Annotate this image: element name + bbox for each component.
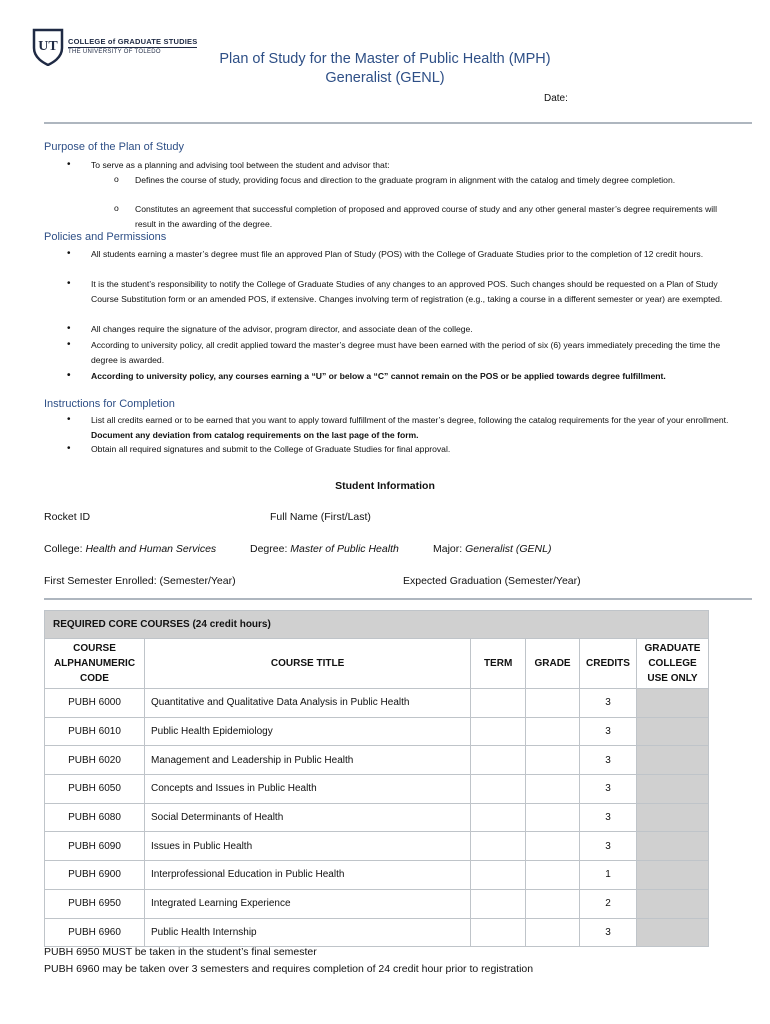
first-semester-label: First Semester Enrolled: (Semester/Year): [44, 575, 236, 587]
course-code: PUBH 6020: [45, 746, 145, 775]
course-code: PUBH 6090: [45, 832, 145, 861]
table-row: [45, 832, 709, 861]
instruction-1-bold: Document any deviation from catalog requirements on the last page of the form.: [91, 429, 419, 440]
credits-cell: 3: [580, 775, 637, 804]
grade-cell[interactable]: [526, 889, 580, 918]
credits-cell: 3: [580, 746, 637, 775]
graduate-use-cell: [636, 832, 708, 861]
policy-bullet-4: • According to university policy, all credit applied toward the master’s degree must have been earned with the period of six (6) years immediately preceding the time the degree is awarded.: [91, 338, 731, 367]
table-row: [45, 889, 709, 918]
full-name-label: Full Name (First/Last): [270, 511, 371, 523]
purpose-heading: Purpose of the Plan of Study: [44, 141, 185, 153]
section-title: REQUIRED CORE COURSES (24 credit hours): [45, 611, 709, 639]
col-header-code: COURSE ALPHANUMERIC CODE: [45, 639, 145, 689]
purpose-bullet: • To serve as a planning and advising tool between the student and advisor that:: [91, 158, 731, 173]
term-cell[interactable]: [471, 746, 526, 775]
table-row: [45, 861, 709, 890]
purpose-sub-2: o Constitutes an agreement that successful completion of proposed and approved course of study and any other general master’s degree requirements will result in the awarding of the degree.: [135, 202, 731, 231]
student-info-divider: [44, 598, 752, 600]
col-header-graduate-use: GRADUATE COLLEGE USE ONLY: [636, 639, 708, 689]
table-column-headers: [45, 639, 709, 689]
credits-cell: 3: [580, 689, 637, 718]
course-code: PUBH 6010: [45, 717, 145, 746]
course-title: Public Health Internship: [144, 918, 470, 947]
degree-value: Master of Public Health: [290, 543, 399, 555]
course-code: PUBH 6000: [45, 689, 145, 718]
major-label: Major:: [433, 543, 463, 555]
instruction-bullet-2: • Obtain all required signatures and submit to the College of Graduate Studies for final approval.: [91, 442, 731, 457]
col-header-term: TERM: [471, 639, 526, 689]
graduate-use-cell: [636, 889, 708, 918]
graduate-use-cell: [636, 689, 708, 718]
course-code: PUBH 6050: [45, 775, 145, 804]
table-row: [45, 803, 709, 832]
major-field: [433, 543, 551, 555]
term-cell[interactable]: [471, 689, 526, 718]
grade-cell[interactable]: [526, 717, 580, 746]
logo-monogram: UT: [38, 39, 58, 54]
grade-cell[interactable]: [526, 803, 580, 832]
policy-bullet-5: • According to university policy, any courses earning a “U” or below a “C” cannot remain on the POS or be applied towards degree fulfillment.: [91, 369, 731, 384]
credits-cell: 3: [580, 717, 637, 746]
credits-cell: 3: [580, 832, 637, 861]
table-row: [45, 689, 709, 718]
purpose-sub-1: o Defines the course of study, providing focus and direction to the graduate program in alignment with the catalog and timely degree completion.: [135, 173, 731, 188]
grade-cell[interactable]: [526, 918, 580, 947]
table-row: [45, 918, 709, 947]
graduate-use-cell: [636, 775, 708, 804]
graduate-use-cell: [636, 803, 708, 832]
grade-cell[interactable]: [526, 832, 580, 861]
credits-cell: 3: [580, 803, 637, 832]
college-label: College:: [44, 543, 83, 555]
course-code: PUBH 6080: [45, 803, 145, 832]
term-cell[interactable]: [471, 775, 526, 804]
credits-cell: 1: [580, 861, 637, 890]
table-section-header: [45, 611, 709, 639]
expected-graduation-label: Expected Graduation (Semester/Year): [403, 575, 581, 587]
course-title: Quantitative and Qualitative Data Analysis in Public Health: [144, 689, 470, 718]
page-title: [0, 50, 770, 88]
note-1: PUBH 6950 MUST be taken in the student’s final semester: [44, 946, 317, 958]
course-title: Management and Leadership in Public Health: [144, 746, 470, 775]
major-value: Generalist (GENL): [465, 543, 552, 555]
course-title: Interprofessional Education in Public Health: [144, 861, 470, 890]
course-title: Concepts and Issues in Public Health: [144, 775, 470, 804]
instruction-bullet-1: [91, 413, 731, 442]
degree-field: [250, 543, 399, 555]
course-title: Integrated Learning Experience: [144, 889, 470, 918]
term-cell[interactable]: [471, 889, 526, 918]
date-label: Date:: [544, 93, 568, 104]
policy-bullet-2: • It is the student’s responsibility to notify the College of Graduate Studies of any changes to an approved POS. Such changes should be requested on a Plan of Study Course Substitution form or an amended POS, if extensive. Changes involving term of registration (e.g., taking a course in a different semester or year) are exempted.: [91, 277, 731, 306]
policy-bullet-3: • All changes require the signature of the advisor, program director, and associate dean of the college.: [91, 322, 731, 337]
col-header-grade: GRADE: [526, 639, 580, 689]
grade-cell[interactable]: [526, 746, 580, 775]
graduate-use-cell: [636, 746, 708, 775]
col-header-credits: CREDITS: [580, 639, 637, 689]
grade-cell[interactable]: [526, 861, 580, 890]
logo-line-2: THE UNIVERSITY OF TOLEDO: [68, 47, 197, 55]
term-cell[interactable]: [471, 918, 526, 947]
header-divider: [44, 122, 752, 124]
table-row: [45, 717, 709, 746]
credits-cell: 2: [580, 889, 637, 918]
term-cell[interactable]: [471, 861, 526, 890]
title-line-1: Plan of Study for the Master of Public Health (MPH): [219, 51, 551, 67]
credits-cell: 3: [580, 918, 637, 947]
course-code: PUBH 6900: [45, 861, 145, 890]
college-field: [44, 543, 216, 555]
course-code: PUBH 6950: [45, 889, 145, 918]
course-title: Issues in Public Health: [144, 832, 470, 861]
graduate-use-cell: [636, 918, 708, 947]
note-2: PUBH 6960 may be taken over 3 semesters and requires completion of 24 credit hour prior to registration: [44, 963, 534, 975]
policy-bullet-1: • All students earning a master’s degree must file an approved Plan of Study (POS) with the College of Graduate Studies prior to the completion of 12 credit hours.: [91, 247, 731, 262]
col-header-title: COURSE TITLE: [144, 639, 470, 689]
course-code: PUBH 6960: [45, 918, 145, 947]
instructions-heading: Instructions for Completion: [44, 398, 175, 410]
grade-cell[interactable]: [526, 775, 580, 804]
term-cell[interactable]: [471, 832, 526, 861]
graduate-use-cell: [636, 861, 708, 890]
term-cell[interactable]: [471, 717, 526, 746]
course-title: Social Determinants of Health: [144, 803, 470, 832]
table-row: [45, 746, 709, 775]
college-value: Health and Human Services: [85, 543, 217, 555]
policies-heading: Policies and Permissions: [44, 231, 167, 243]
course-title: Public Health Epidemiology: [144, 717, 470, 746]
rocket-id-label: Rocket ID: [44, 511, 91, 523]
degree-label: Degree:: [250, 543, 288, 555]
graduate-use-cell: [636, 717, 708, 746]
instruction-1-text: List all credits earned or to be earned that you want to apply toward fulfillment of the master’s degree, following the catalog requirements for the year of your enrollment.: [91, 415, 729, 425]
logo-line-1: COLLEGE of GRADUATE STUDIES: [68, 37, 198, 47]
term-cell[interactable]: [471, 803, 526, 832]
title-line-2: Generalist (GENL): [325, 70, 445, 86]
core-courses-table: [44, 610, 709, 947]
grade-cell[interactable]: [526, 689, 580, 718]
student-info-heading: Student Information: [335, 480, 435, 492]
table-row: [45, 775, 709, 804]
